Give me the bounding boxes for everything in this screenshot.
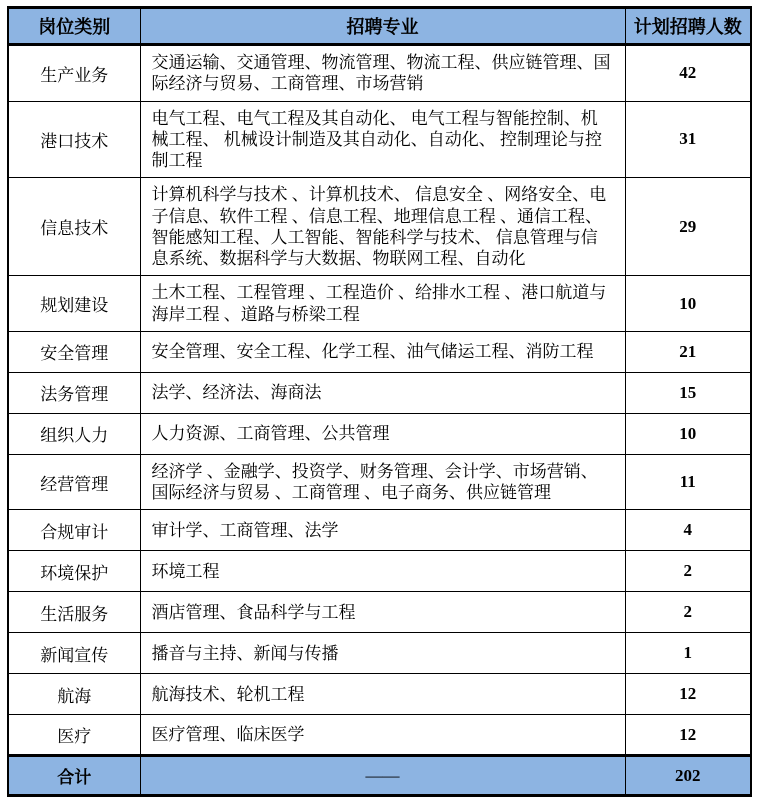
planned-headcount-cell: 1 (625, 633, 751, 674)
planned-headcount-cell: 4 (625, 510, 751, 551)
table-row (8, 510, 751, 551)
majors-cell: 人力资源、工商管理、公共管理 (140, 413, 625, 454)
header-position-category: 岗位类别 (8, 8, 140, 45)
total-majors-dash: —— (140, 756, 625, 796)
planned-headcount-cell: 12 (625, 715, 751, 756)
table-row (8, 331, 751, 372)
position-category-cell: 港口技术 (8, 101, 140, 178)
position-category-cell: 航海 (8, 674, 140, 715)
total-label: 合计 (8, 756, 140, 796)
table-row (8, 178, 751, 276)
position-category-cell: 规划建设 (8, 276, 140, 332)
recruitment-plan-table (7, 6, 752, 797)
position-category-cell: 新闻宣传 (8, 633, 140, 674)
planned-headcount-cell: 2 (625, 551, 751, 592)
position-category-cell: 医疗 (8, 715, 140, 756)
header-planned-headcount: 计划招聘人数 (625, 8, 751, 45)
majors-cell: 播音与主持、新闻与传播 (140, 633, 625, 674)
table-row (8, 592, 751, 633)
position-category-cell: 合规审计 (8, 510, 140, 551)
table-row (8, 551, 751, 592)
position-category-cell: 经营管理 (8, 454, 140, 510)
planned-headcount-cell: 2 (625, 592, 751, 633)
table-body (8, 45, 751, 756)
table-row (8, 276, 751, 332)
table-row (8, 674, 751, 715)
header-row (8, 8, 751, 45)
planned-headcount-cell: 21 (625, 331, 751, 372)
majors-cell: 航海技术、轮机工程 (140, 674, 625, 715)
planned-headcount-cell: 42 (625, 45, 751, 102)
table-row (8, 454, 751, 510)
table-row (8, 101, 751, 178)
planned-headcount-cell: 11 (625, 454, 751, 510)
planned-headcount-cell: 12 (625, 674, 751, 715)
table-row (8, 372, 751, 413)
planned-headcount-cell: 10 (625, 276, 751, 332)
planned-headcount-cell: 10 (625, 413, 751, 454)
majors-cell: 安全管理、安全工程、化学工程、油气储运工程、消防工程 (140, 331, 625, 372)
position-category-cell: 生活服务 (8, 592, 140, 633)
total-headcount: 202 (625, 756, 751, 796)
majors-cell: 电气工程、电气工程及其自动化、 电气工程与智能控制、机械工程、 机械设计制造及其自动化、自动化、 控制理论与控制工程 (140, 101, 625, 178)
majors-cell: 经济学 、金融学、投资学、财务管理、会计学、市场营销、国际经济与贸易 、工商管理 、电子商务、供应链管理 (140, 454, 625, 510)
planned-headcount-cell: 29 (625, 178, 751, 276)
table-row (8, 633, 751, 674)
majors-cell: 医疗管理、临床医学 (140, 715, 625, 756)
header-recruitment-majors: 招聘专业 (140, 8, 625, 45)
table-row (8, 413, 751, 454)
table-row (8, 715, 751, 756)
table-row (8, 45, 751, 102)
majors-cell: 计算机科学与技术 、计算机技术、 信息安全 、网络安全、电子信息、软件工程 、信息工程、地理信息工程 、通信工程、 智能感知工程、人工智能、智能科学与技术、 信息管理与信息系统、数据科学与大数据、物联网工程、自动化 (140, 178, 625, 276)
majors-cell: 酒店管理、食品科学与工程 (140, 592, 625, 633)
total-row (8, 756, 751, 796)
position-category-cell: 生产业务 (8, 45, 140, 102)
majors-cell: 法学、经济法、海商法 (140, 372, 625, 413)
planned-headcount-cell: 31 (625, 101, 751, 178)
position-category-cell: 环境保护 (8, 551, 140, 592)
planned-headcount-cell: 15 (625, 372, 751, 413)
position-category-cell: 信息技术 (8, 178, 140, 276)
position-category-cell: 法务管理 (8, 372, 140, 413)
majors-cell: 交通运输、交通管理、物流管理、物流工程、供应链管理、国际经济与贸易、工商管理、市场营销 (140, 45, 625, 102)
majors-cell: 土木工程、工程管理 、工程造价 、给排水工程 、港口航道与海岸工程 、道路与桥梁工程 (140, 276, 625, 332)
position-category-cell: 组织人力 (8, 413, 140, 454)
position-category-cell: 安全管理 (8, 331, 140, 372)
majors-cell: 环境工程 (140, 551, 625, 592)
majors-cell: 审计学、工商管理、法学 (140, 510, 625, 551)
